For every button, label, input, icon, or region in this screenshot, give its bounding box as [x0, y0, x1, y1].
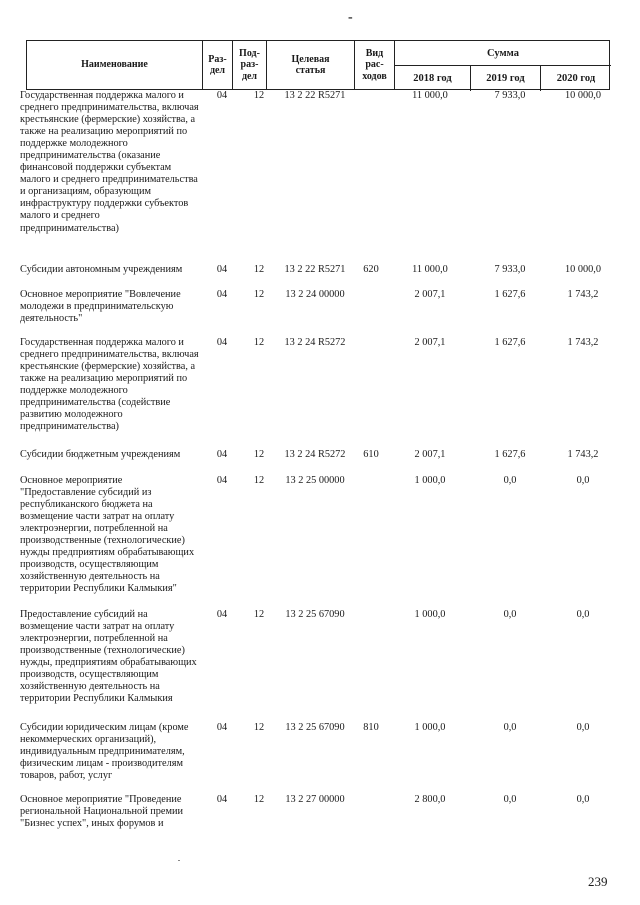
row-celevaya-statya: 13 2 24 R5272 [284, 449, 346, 460]
row-celevaya-statya: 13 2 25 00000 [285, 475, 345, 486]
row-podrazdel: 12 [253, 449, 265, 460]
header-vid-rashodov: Вид рас- ходов [355, 41, 395, 89]
row-sum-2018: 2 800,0 [414, 794, 446, 805]
row-sum-2019: 0,0 [503, 722, 517, 733]
row-name: Государственная поддержка малого и среднего предпринимательства, включая крестьянские (фермерские) хозяйства, а также на реализацию мероприятий по поддержке молодежного предпринимательства (содействие развитию молодежного предпринимательства) [20, 337, 199, 433]
row-sum-2018: 1 000,0 [414, 722, 446, 733]
row-razdel: 04 [216, 794, 228, 805]
row-podrazdel: 12 [253, 90, 265, 101]
row-celevaya-statya: 13 2 25 67090 [285, 609, 345, 620]
row-sum-2020: 0,0 [576, 722, 590, 733]
row-sum-2020: 1 743,2 [567, 449, 599, 460]
header-name: Наименование [27, 41, 203, 89]
row-name: Субсидии бюджетным учреждениям [20, 449, 181, 460]
row-razdel: 04 [216, 90, 228, 101]
row-name: Субсидии автономным учреждениям [20, 264, 183, 275]
row-sum-2019: 0,0 [503, 475, 517, 486]
row-name: Предоставление субсидий на возмещение части затрат на оплату электроэнергии, потребленной на производственные (технологические) нужды, предприятиям обрабатывающих производств, осуществляющим хозяйственную деятельность на территории Республики Калмыкия [20, 609, 197, 705]
row-sum-2020: 0,0 [576, 609, 590, 620]
row-vid-rashodov: 610 [363, 449, 379, 460]
row-razdel: 04 [216, 449, 228, 460]
row-celevaya-statya: 13 2 22 R5271 [284, 90, 346, 101]
row-sum-2020: 0,0 [576, 794, 590, 805]
row-sum-2019: 7 933,0 [494, 90, 526, 101]
table-header [26, 40, 610, 90]
row-name: Основное мероприятие "Вовлечение молодежи в предпринимательскую деятельность" [20, 289, 181, 325]
row-celevaya-statya: 13 2 25 67090 [285, 722, 345, 733]
header-summa: Сумма [395, 41, 611, 66]
row-podrazdel: 12 [253, 722, 265, 733]
row-razdel: 04 [216, 475, 228, 486]
row-razdel: 04 [216, 264, 228, 275]
header-razdel: Раз- дел [203, 41, 233, 89]
row-sum-2020: 10 000,0 [564, 264, 602, 275]
row-celevaya-statya: 13 2 24 00000 [285, 289, 345, 300]
row-podrazdel: 12 [253, 475, 265, 486]
row-name: Основное мероприятие "Проведение региональной Национальной премии "Бизнес успех", иных форумов и [20, 794, 184, 830]
header-podrazdel: Под- раз- дел [233, 41, 267, 89]
row-sum-2019: 1 627,6 [494, 337, 526, 348]
row-name: Основное мероприятие "Предоставление субсидий из республиканского бюджета на возмещение части затрат на оплату электроэнергии, потребленной на производственные (технологические) нужды предприятиям обрабатывающих производств, осуществляющим хозяйственную деятельность на территории Республики Калмыкия" [20, 475, 195, 595]
row-sum-2018: 1 000,0 [414, 609, 446, 620]
row-sum-2020: 10 000,0 [564, 90, 602, 101]
top-mark: - [348, 10, 353, 25]
row-sum-2018: 1 000,0 [414, 475, 446, 486]
header-year-2019: 2019 год [471, 65, 541, 91]
row-sum-2018: 2 007,1 [414, 289, 446, 300]
row-sum-2020: 0,0 [576, 475, 590, 486]
row-podrazdel: 12 [253, 289, 265, 300]
row-vid-rashodov: 810 [363, 722, 379, 733]
row-razdel: 04 [216, 289, 228, 300]
row-podrazdel: 12 [253, 794, 265, 805]
row-sum-2019: 1 627,6 [494, 449, 526, 460]
row-sum-2019: 1 627,6 [494, 289, 526, 300]
row-razdel: 04 [216, 722, 228, 733]
row-sum-2018: 11 000,0 [412, 264, 448, 275]
header-year-2018: 2018 год [395, 65, 471, 91]
row-celevaya-statya: 13 2 24 R5272 [284, 337, 346, 348]
row-sum-2018: 11 000,0 [412, 90, 448, 101]
row-sum-2019: 0,0 [503, 794, 517, 805]
row-sum-2019: 7 933,0 [494, 264, 526, 275]
row-sum-2018: 2 007,1 [414, 449, 446, 460]
row-sum-2018: 2 007,1 [414, 337, 446, 348]
row-vid-rashodov: 620 [363, 264, 379, 275]
header-celevaya-statya: Целевая статья [267, 41, 355, 89]
row-name: Субсидии юридическим лицам (кроме некоммерческих организаций), индивидуальным предпринимателям, физическим лицам - производителям товаров, работ, услуг [20, 722, 189, 782]
row-name: Государственная поддержка малого и среднего предпринимательства, включая крестьянские (фермерские) хозяйства, а также на реализацию мероприятий по поддержке молодежного предпринимательства (оказание финансовой поддержки субъектам малого и среднего предпринимательства и организациям, образующим инфраструктуру поддержки субъектов малого и среднего предпринимательства) [20, 90, 199, 234]
row-celevaya-statya: 13 2 27 00000 [285, 794, 345, 805]
row-podrazdel: 12 [253, 337, 265, 348]
row-podrazdel: 12 [253, 264, 265, 275]
row-sum-2020: 1 743,2 [567, 337, 599, 348]
header-year-2020: 2020 год [556, 72, 596, 84]
scan-speck [178, 860, 180, 861]
row-celevaya-statya: 13 2 22 R5271 [284, 264, 346, 275]
page-number: 239 [588, 874, 608, 889]
row-podrazdel: 12 [253, 609, 265, 620]
row-sum-2020: 1 743,2 [567, 289, 599, 300]
row-sum-2019: 0,0 [503, 609, 517, 620]
row-razdel: 04 [216, 609, 228, 620]
row-razdel: 04 [216, 337, 228, 348]
